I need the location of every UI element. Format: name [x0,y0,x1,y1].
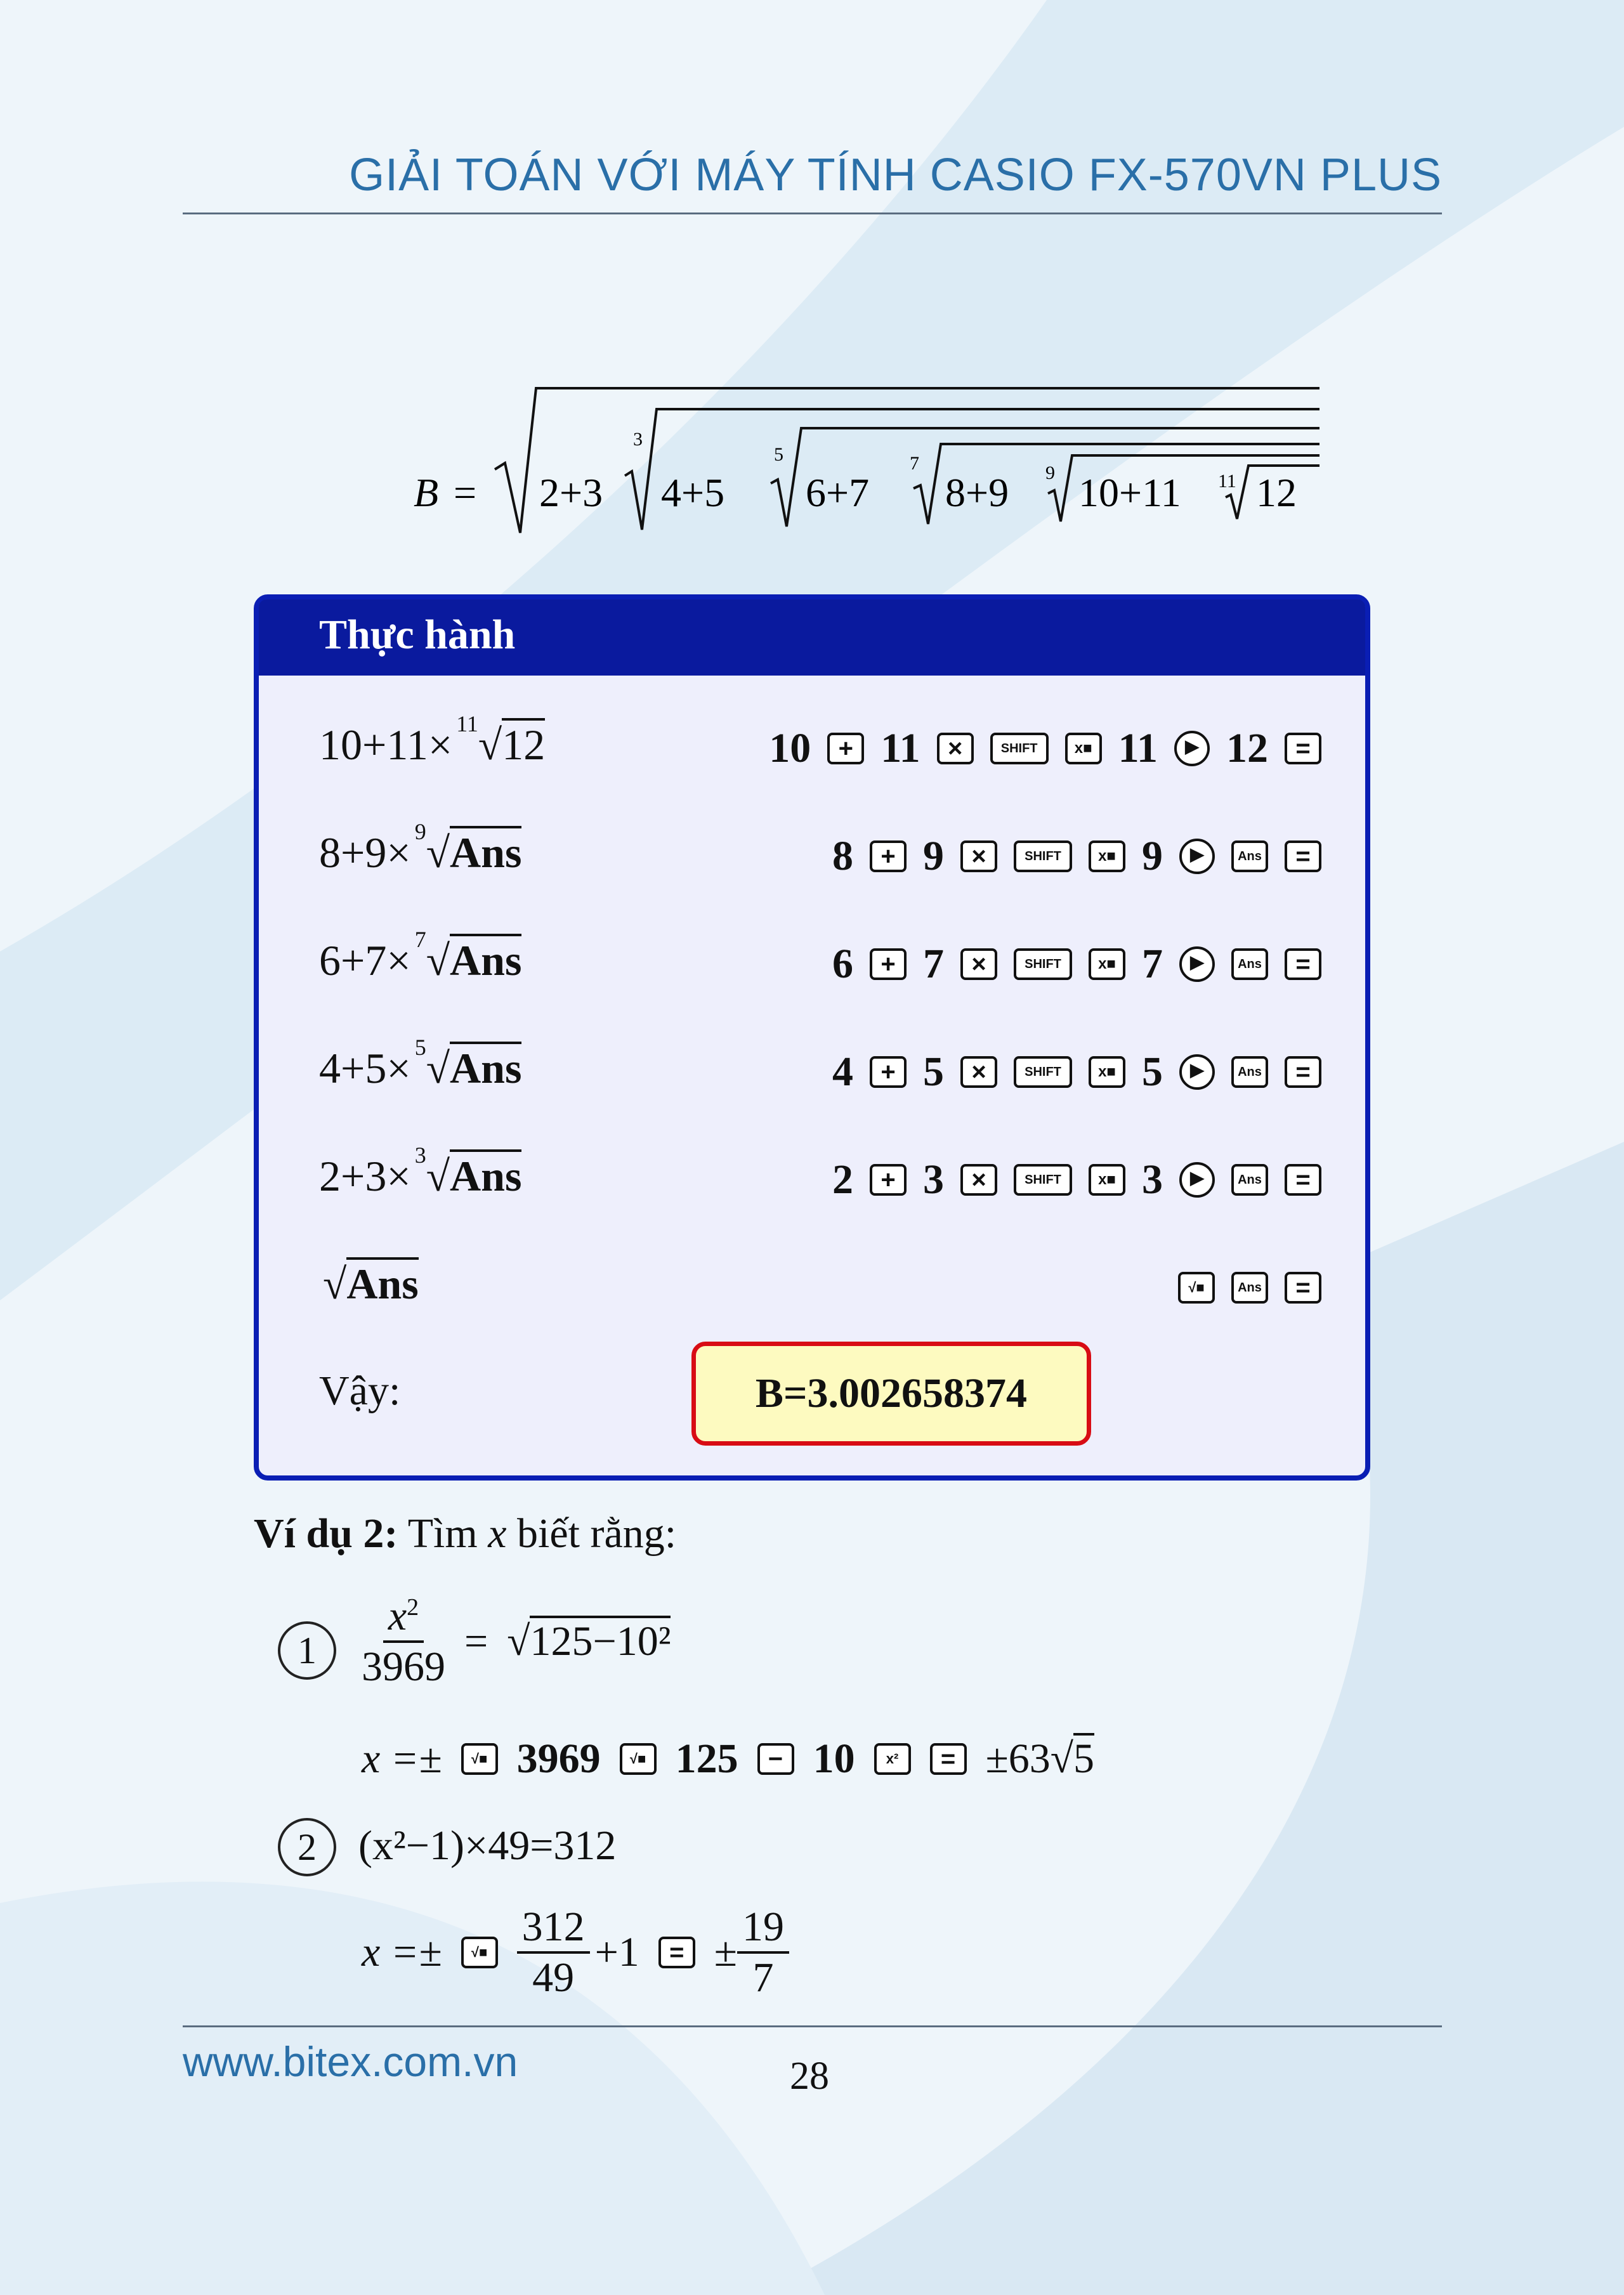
practice-row [319,927,1321,1012]
practice-box-header [259,599,1365,676]
plus-key-icon: + [827,733,864,764]
xroot-key-icon: x■ [1089,1056,1125,1088]
right-arrow-key-icon: ▶ [1179,946,1215,982]
plus-key-icon: + [870,1056,907,1088]
key-sequence [832,1151,1321,1208]
page-number: 28 [790,2055,829,2098]
key-number: 3 [923,1156,944,1203]
eq1-sqrt: √125−10² [507,1618,671,1666]
xroot-key-icon: x■ [1065,733,1102,764]
formula-term-3: 6+7 [806,470,870,515]
sol2-frac-d: 49 [532,1954,575,2001]
xroot-key-icon: x■ [1089,840,1125,872]
formula-eq: = [454,470,477,515]
practice-expression: 6+7× $^7$√Ans [319,927,522,984]
key-number: 11 [1118,725,1158,771]
sqrt-key-icon: √■ [620,1743,657,1775]
sol2-fraction [517,1903,590,2002]
eq1-radicand: 125−10² [530,1616,671,1664]
key-number: 5 [923,1049,944,1095]
eq1-sup: 2 [407,1594,419,1621]
key-number: 9 [923,833,944,879]
eq1-den: 3969 [362,1644,445,1690]
key-number: 5 [1142,1049,1163,1095]
ans-key-icon: Ans [1231,840,1268,872]
sqrt-key-icon: √■ [461,1937,498,1968]
example-text-2: biết rằng: [517,1510,677,1557]
equals-key-icon: = [930,1743,967,1775]
key-sequence [832,936,1321,993]
plus-key-icon: + [870,1164,907,1196]
practice-expression: 10+11× $^{11}$√12 [319,711,546,769]
result-value: B=3.002658374 [691,1342,1091,1446]
item-number-1: 1 [278,1621,336,1680]
eq1-num: x [388,1593,407,1639]
minus-key-icon: − [757,1743,794,1775]
square-key-icon: x² [874,1743,911,1775]
practice-box [254,594,1370,1481]
shift-key-icon: SHIFT [1014,1164,1072,1196]
practice-row [319,711,1321,796]
key-number: 4 [832,1049,853,1095]
practice-expression: 8+9× $^9$√Ans [319,819,522,877]
practice-expression: 4+5× $^5$√Ans [319,1035,522,1092]
times-key-icon: × [960,840,997,872]
key-sequence [769,720,1321,777]
equals-key-icon: = [1285,948,1321,980]
practice-row [319,1035,1321,1120]
formula-index-1: 3 [633,429,643,450]
ans-key-icon: Ans [1231,1272,1268,1304]
solution-1 [362,1735,1094,1783]
example-label: Ví dụ 2: [254,1510,398,1557]
practice-title: Thực hành [319,611,516,658]
key-number: 2 [832,1156,853,1203]
practice-row [319,1142,1321,1227]
sol2-lhs: x =± [362,1929,442,1975]
equals-key-icon: = [1285,1272,1321,1304]
key-number: 11 [881,725,920,771]
ans-key-icon: Ans [1231,948,1268,980]
footer-website: www.bitex.com.vn [183,2038,518,2085]
times-key-icon: × [960,1164,997,1196]
practice-row [319,819,1321,904]
sol1-a: 3969 [516,1736,601,1782]
formula-term-6: 12 [1256,470,1297,515]
equals-key-icon: = [658,1937,695,1968]
right-arrow-key-icon: ▶ [1174,731,1210,766]
formula-term-2: 4+5 [661,470,725,515]
xroot-key-icon: x■ [1089,1164,1125,1196]
ans-key-icon: Ans [1231,1056,1268,1088]
example-text: Tìm [407,1510,478,1557]
nested-radical-formula [406,381,1332,546]
times-key-icon: × [960,948,997,980]
equation-2: (x²−1)×49=312 [358,1822,617,1869]
equation-1-fraction [362,1592,445,1691]
key-number: 7 [923,941,944,987]
formula-index-5: 11 [1218,471,1236,492]
sqrt-key-icon: √■ [461,1743,498,1775]
sol1-lhs: x =± [362,1736,442,1782]
page-header: GIẢI TOÁN VỚI MÁY TÍNH CASIO FX-570VN PLUS [349,150,1442,200]
practice-row [319,1259,1321,1335]
right-arrow-key-icon: ▶ [1179,1162,1215,1198]
solution-2 [362,1903,789,2002]
key-sequence [832,1043,1321,1101]
plus-key-icon: + [870,840,907,872]
header-rule [183,213,1442,214]
formula-term-4: 8+9 [945,470,1009,515]
practice-expression: √Ans [319,1259,419,1309]
sol2-result: ± $\frac{19}{7}$ [714,1903,789,2002]
eq1-eq: = [464,1618,488,1664]
sol2-plus: +1 [594,1929,639,1975]
formula-term-5: 10+11 [1078,470,1181,515]
formula-term-1: 2+3 [539,470,603,515]
ans-key-icon: Ans [1231,1164,1268,1196]
conclusion-label: Vậy: [319,1368,401,1414]
formula-index-3: 7 [910,453,919,474]
example-2-heading [254,1510,676,1558]
shift-key-icon: SHIFT [1014,948,1072,980]
sol1-b: 125 [675,1736,738,1782]
shift-key-icon: SHIFT [990,733,1049,764]
key-sequence [832,828,1321,885]
times-key-icon: × [937,733,974,764]
formula-lhs: B [414,470,439,515]
sol1-result: ±63√5 [986,1735,1094,1783]
sol1-c: 10 [813,1736,855,1782]
times-key-icon: × [960,1056,997,1088]
key-number: 3 [1142,1156,1163,1203]
equals-key-icon: = [1285,1164,1321,1196]
key-number: 8 [832,833,853,879]
key-number: 7 [1142,941,1163,987]
example-var: x [488,1510,507,1557]
shift-key-icon: SHIFT [1014,1056,1072,1088]
practice-expression: 2+3× $^3$√Ans [319,1142,522,1200]
key-sequence [1178,1259,1321,1316]
sol2-frac-n: 312 [517,1903,590,1954]
key-number: 10 [769,725,811,771]
right-arrow-key-icon: ▶ [1179,1054,1215,1090]
key-number: 9 [1142,833,1163,879]
equals-key-icon: = [1285,1056,1321,1088]
formula-index-2: 5 [774,444,783,465]
sqrt-key-icon: √■ [1178,1272,1215,1304]
xroot-key-icon: x■ [1089,948,1125,980]
equals-key-icon: = [1285,840,1321,872]
formula-index-4: 9 [1045,462,1055,483]
equation-1 [362,1592,671,1691]
footer-rule [183,2025,1442,2027]
item-number-2: 2 [278,1818,336,1876]
key-number: 12 [1226,725,1268,771]
key-number: 6 [832,941,853,987]
shift-key-icon: SHIFT [1014,840,1072,872]
equals-key-icon: = [1285,733,1321,764]
plus-key-icon: + [870,948,907,980]
right-arrow-key-icon: ▶ [1179,839,1215,874]
